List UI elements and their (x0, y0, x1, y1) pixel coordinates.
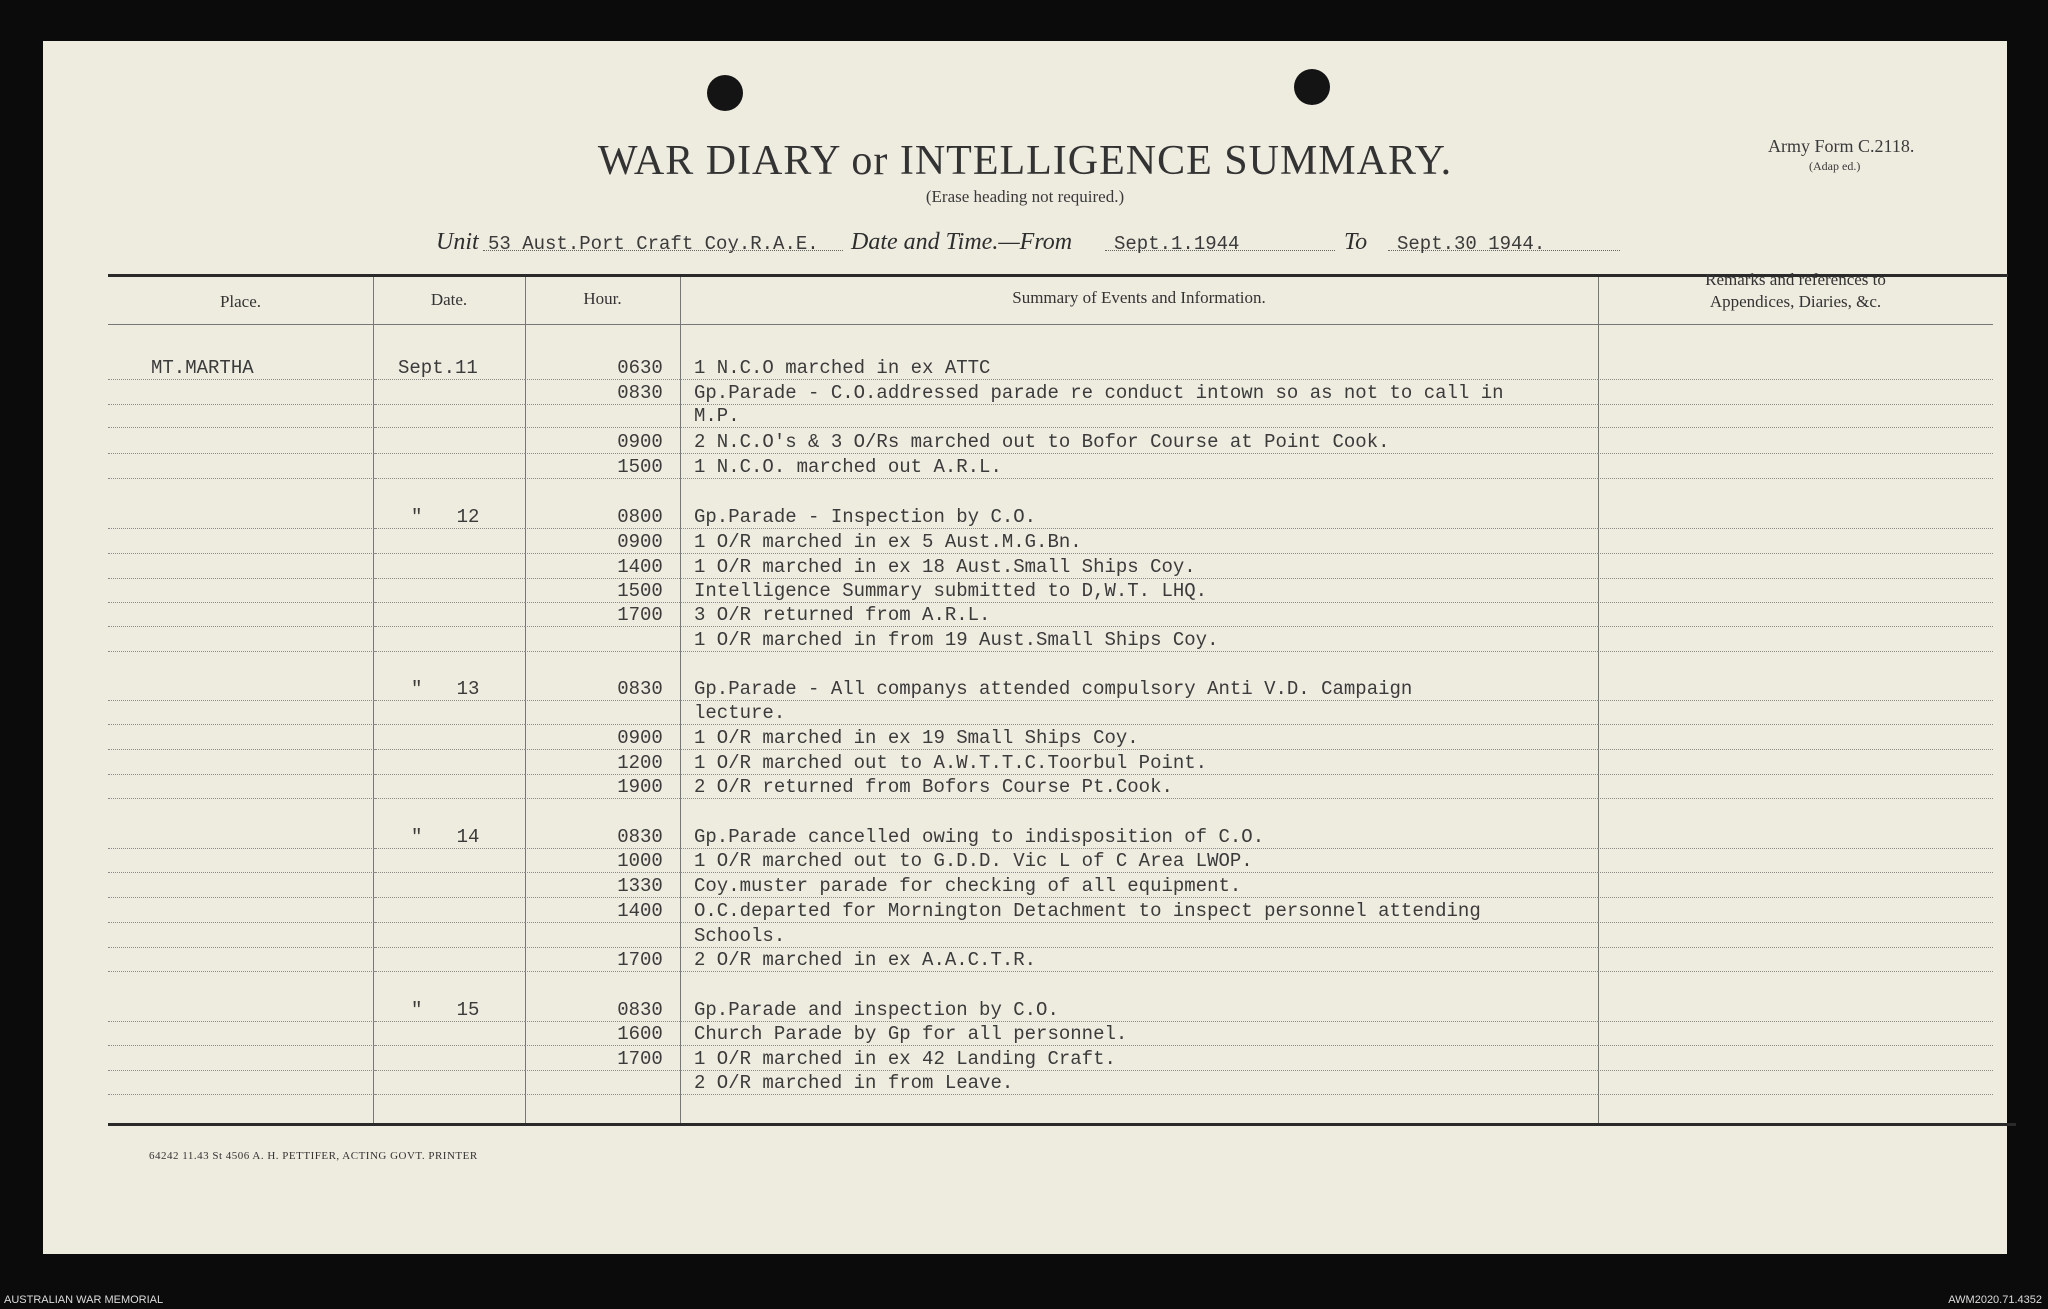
hour-cell: 1500 (617, 456, 663, 478)
event-text: M.P. (694, 405, 740, 427)
date-cell: Sept.11 (398, 357, 478, 379)
ruled-line (373, 749, 525, 750)
ruled-line (108, 1021, 376, 1022)
ruled-line (373, 798, 525, 799)
ruled-line (1598, 922, 1993, 923)
date-cell: " 15 (411, 999, 480, 1021)
ruled-line (1598, 947, 1993, 948)
ruled-line (373, 872, 525, 873)
column-header-summary: Summary of Events and Information. (1012, 288, 1266, 307)
hour-cell: 1000 (617, 850, 663, 872)
ruled-line (1598, 602, 1993, 603)
hour-cell: 1600 (617, 1023, 663, 1045)
ruled-line (1598, 724, 1993, 725)
hour-cell: 1700 (617, 1048, 663, 1070)
ruled-line (373, 453, 525, 454)
ruled-line (108, 478, 376, 479)
event-text: Schools. (694, 925, 786, 947)
event-text: 1 N.C.O marched in ex ATTC (694, 357, 991, 379)
ruled-line (373, 1070, 525, 1071)
ruled-line (108, 602, 376, 603)
ruled-line (1598, 427, 1993, 428)
column-header-hour: Hour. (583, 289, 622, 308)
ruled-line (108, 872, 376, 873)
event-text: Gp.Parade - C.O.addressed parade re conduct intown so as not to call in (694, 382, 1504, 404)
ruled-line (1598, 478, 1993, 479)
hour-cell: 1700 (617, 949, 663, 971)
hour-cell: 1700 (617, 604, 663, 626)
punch-hole (707, 75, 743, 111)
from-date-value: Sept.1.1944 (1114, 233, 1240, 255)
document-subtitle: (Erase heading not required.) (925, 187, 1125, 206)
ruled-line (373, 553, 525, 554)
ruled-line (108, 404, 376, 405)
ruled-line (108, 700, 376, 701)
ruled-line (1598, 1070, 1993, 1071)
document-title: WAR DIARY or INTELLIGENCE SUMMARY. (597, 138, 1453, 184)
unit-value: 53 Aust.Port Craft Coy.R.A.E. (488, 233, 819, 255)
to-underline (1388, 250, 1620, 251)
hour-cell: 0900 (617, 431, 663, 453)
event-text: 2 O/R marched in ex A.A.C.T.R. (694, 949, 1037, 971)
ruled-line (373, 724, 525, 725)
ruled-line (108, 578, 376, 579)
ruled-line (1598, 1045, 1993, 1046)
ruled-line (373, 427, 525, 428)
event-text: 1 N.C.O. marched out A.R.L. (694, 456, 1002, 478)
event-text: 3 O/R returned from A.R.L. (694, 604, 991, 626)
diary-page (43, 41, 2007, 1254)
ruled-line (108, 528, 376, 529)
header-rule (525, 324, 680, 325)
date-cell: " 14 (411, 826, 480, 848)
unit-label: Unit (436, 229, 479, 255)
ruled-line (1598, 626, 1993, 627)
date-cell: " 12 (411, 506, 480, 528)
event-text: Gp.Parade - Inspection by C.O. (694, 506, 1037, 528)
event-text: 1 O/R marched out to A.W.T.T.C.Toorbul Point. (694, 752, 1208, 774)
to-label: To (1344, 229, 1368, 255)
ruled-line (373, 897, 525, 898)
ruled-line (1598, 553, 1993, 554)
ruled-line (108, 626, 376, 627)
ruled-line (525, 651, 680, 652)
hour-cell: 0830 (617, 826, 663, 848)
ruled-line (1598, 897, 1993, 898)
hour-cell: 0630 (617, 357, 663, 379)
event-text: 1 O/R marched in from 19 Aust.Small Ships Coy. (694, 629, 1219, 651)
ruled-line (373, 971, 525, 972)
table-bottom-border (108, 1123, 2016, 1126)
remarks-header-line: Appendices, Diaries, &c. (1709, 292, 1882, 311)
hour-cell: 1500 (617, 580, 663, 602)
event-text: 2 O/R marched in from Leave. (694, 1072, 1014, 1094)
ruled-line (373, 602, 525, 603)
from-underline (1105, 250, 1335, 251)
ruled-line (1598, 700, 1993, 701)
ruled-line (1598, 848, 1993, 849)
event-text: Church Parade by Gp for all personnel. (694, 1023, 1128, 1045)
ruled-line (108, 897, 376, 898)
to-date-value: Sept.30 1944. (1397, 233, 1546, 255)
ruled-line (1598, 749, 1993, 750)
hour-cell: 0900 (617, 727, 663, 749)
column-header-remarks (1598, 269, 1993, 313)
date-time-label: Date and Time.—From (851, 229, 1073, 255)
column-header-place: Place. (219, 292, 262, 311)
catalogue-number: AWM2020.71.4352 (1948, 1294, 2042, 1306)
ruled-line (373, 626, 525, 627)
ruled-line (108, 1045, 376, 1046)
ruled-line (108, 553, 376, 554)
ruled-line (1598, 453, 1993, 454)
ruled-line (108, 798, 376, 799)
hour-cell: 1330 (617, 875, 663, 897)
header-rule (373, 324, 525, 325)
header-rule (1598, 324, 1993, 325)
ruled-line (108, 848, 376, 849)
header-rule (680, 324, 1598, 325)
event-text: 1 O/R marched in ex 42 Landing Craft. (694, 1048, 1116, 1070)
ruled-line (1598, 528, 1993, 529)
ruled-line (1598, 578, 1993, 579)
adapted-note: (Adap ed.) (1809, 159, 1861, 173)
ruled-line (525, 1094, 680, 1095)
date-cell: " 13 (411, 678, 480, 700)
column-header-date: Date. (430, 290, 468, 309)
ruled-line (108, 774, 376, 775)
ruled-line (108, 922, 376, 923)
ruled-line (373, 404, 525, 405)
ruled-line (108, 651, 376, 652)
ruled-line (108, 453, 376, 454)
event-text: Gp.Parade cancelled owing to indisposition of C.O. (694, 826, 1265, 848)
ruled-line (1598, 1021, 1993, 1022)
event-text: Gp.Parade - All companys attended compulsory Anti V.D. Campaign (694, 678, 1413, 700)
ruled-line (373, 578, 525, 579)
hour-cell: 1400 (617, 556, 663, 578)
ruled-line (373, 947, 525, 948)
ruled-line (108, 427, 376, 428)
header-rule (108, 324, 376, 325)
ruled-line (373, 651, 525, 652)
remarks-header-line: Remarks and references to (1705, 270, 1886, 289)
ruled-line (108, 1094, 376, 1095)
ruled-line (373, 1094, 525, 1095)
ruled-line (373, 922, 525, 923)
printer-imprint: 64242 11.43 St 4506 A. H. PETTIFER, ACTING GOVT. PRINTER (149, 1150, 478, 1162)
event-text: 2 N.C.O's & 3 O/Rs marched out to Bofor Course at Point Cook. (694, 431, 1390, 453)
ruled-line (108, 971, 376, 972)
event-text: 1 O/R marched out to G.D.D. Vic L of C Area LWOP. (694, 850, 1253, 872)
ruled-line (373, 1045, 525, 1046)
ruled-line (108, 947, 376, 948)
archive-caption: AUSTRALIAN WAR MEMORIAL (4, 1294, 164, 1306)
ruled-line (373, 478, 525, 479)
ruled-line (108, 724, 376, 725)
ruled-line (108, 1070, 376, 1071)
ruled-line (1598, 872, 1993, 873)
event-text: Gp.Parade and inspection by C.O. (694, 999, 1059, 1021)
ruled-line (1598, 379, 1993, 380)
event-text: 1 O/R marched in ex 18 Aust.Small Ships Coy. (694, 556, 1196, 578)
punch-hole (1294, 69, 1330, 105)
ruled-line (1598, 1094, 1993, 1095)
event-text: 1 O/R marched in ex 5 Aust.M.G.Bn. (694, 531, 1082, 553)
event-text: 1 O/R marched in ex 19 Small Ships Coy. (694, 727, 1139, 749)
event-text: Coy.muster parade for checking of all equipment. (694, 875, 1242, 897)
hour-cell: 0800 (617, 506, 663, 528)
ruled-line (1598, 774, 1993, 775)
ruled-line (1598, 651, 1993, 652)
event-text: O.C.departed for Mornington Detachment to inspect personnel attending (694, 900, 1481, 922)
hour-cell: 1400 (617, 900, 663, 922)
army-form-number: Army Form C.2118. (1768, 136, 1915, 156)
event-text: lecture. (694, 702, 786, 724)
hour-cell: 0900 (617, 531, 663, 553)
ruled-line (1598, 971, 1993, 972)
ruled-line (108, 749, 376, 750)
ruled-line (1598, 404, 1993, 405)
hour-cell: 1200 (617, 752, 663, 774)
hour-cell: 1900 (617, 776, 663, 798)
event-text: 2 O/R returned from Bofors Course Pt.Cook. (694, 776, 1173, 798)
ruled-line (525, 427, 680, 428)
hour-cell: 0830 (617, 999, 663, 1021)
event-text: Intelligence Summary submitted to D,W.T. LHQ. (694, 580, 1208, 602)
ruled-line (373, 774, 525, 775)
ruled-line (680, 427, 1598, 428)
place-cell: MT.MARTHA (151, 357, 254, 379)
unit-underline (483, 250, 843, 251)
hour-cell: 0830 (617, 382, 663, 404)
hour-cell: 0830 (617, 678, 663, 700)
ruled-line (1598, 798, 1993, 799)
